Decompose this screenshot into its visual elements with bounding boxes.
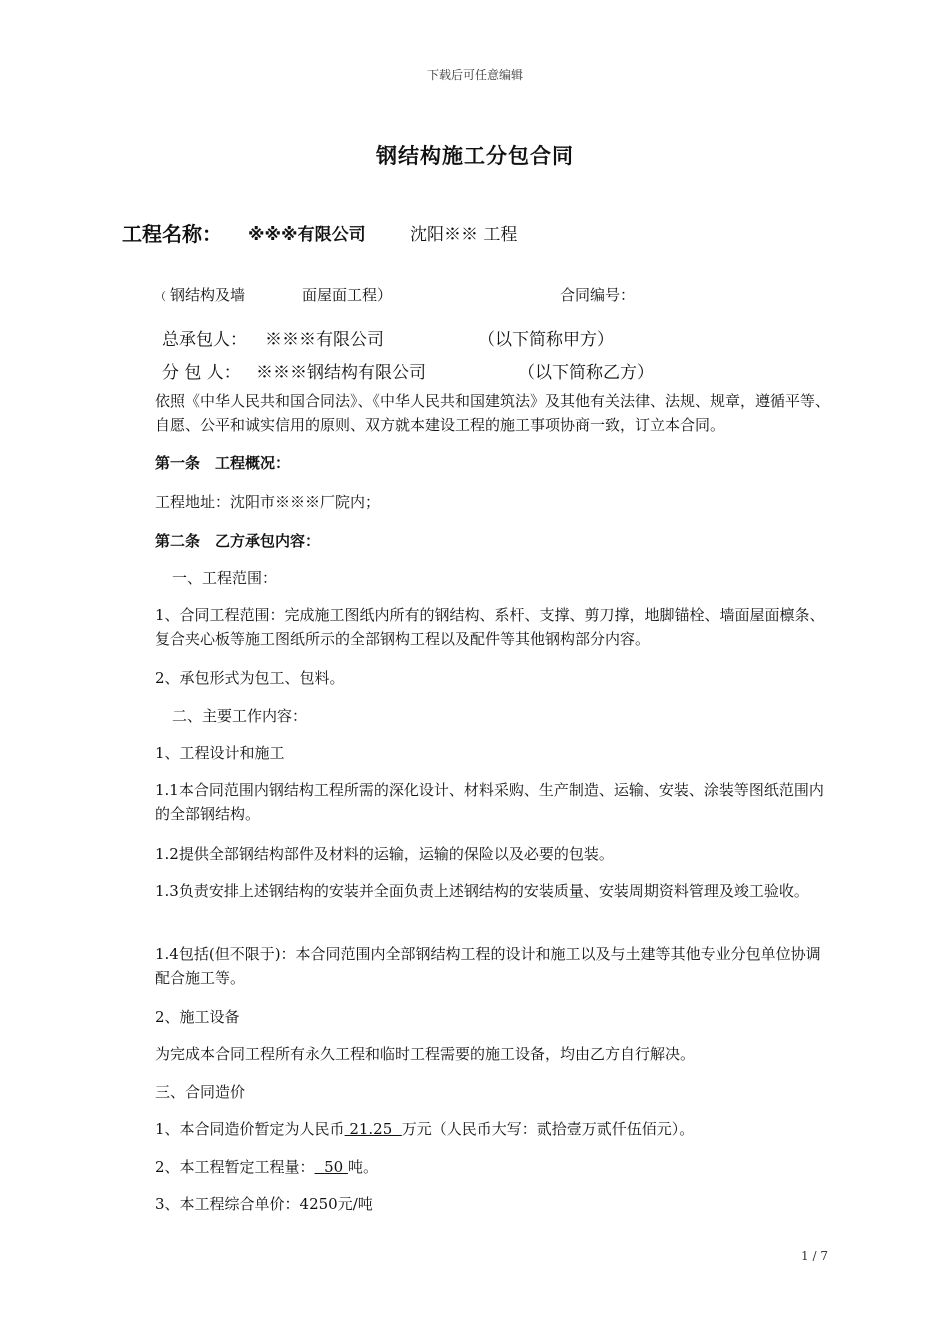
intro-paragraph: 依照《中华人民共和国合同法》、《中华人民共和国建筑法》及其他有关法律、法规、规章，遵循平等、自愿、公平和诚实信用的原则、双方就本建设工程的施工事项协商一致，订立本合同。 <box>155 392 831 434</box>
section1-title: 一、工程范围： <box>172 569 278 587</box>
section2-item1-2: 1.2提供全部钢结构部件及材料的运输，运输的保险以及必要的包装。 <box>155 845 614 863</box>
scope-part1: 钢结构及墙 <box>170 286 246 304</box>
section1-paragraph1: 1、合同工程范围：完成施工图纸内所有的钢结构、系杆、支撑、剪刀撑，地脚锚栓、墙面屋面檩条、复合夹心板等施工图纸所示的全部钢构工程以及配件等其他钢构部分内容。 <box>155 606 825 648</box>
price-line2-amount: 50 <box>314 1158 348 1176</box>
article2-title: 第二条 乙方承包内容： <box>155 532 321 550</box>
price-line2-suffix: 吨。 <box>347 1158 378 1176</box>
price-line3: 3、本工程综合单价：4250元/吨 <box>155 1195 373 1213</box>
section2-item1-4: 1.4包括(但不限于)：本合同范围内全部钢结构工程的设计和施工以及与土建等其他专业分包单位协调配合施工等。 <box>155 945 821 987</box>
section2-item1-3: 1.3负责安排上述钢结构的安装并全面负责上述钢结构的安装质量、安装周期资料管理及竣工验收。 <box>155 882 809 900</box>
section1-paragraph2: 2、承包形式为包工、包料。 <box>155 669 345 687</box>
section2-title: 二、主要工作内容： <box>172 707 308 725</box>
project-name-label: 工程名称： <box>122 222 222 246</box>
section2-item1-1: 1.1本合同范围内钢结构工程所需的深化设计、材料采购、生产制造、运输、安装、涂装等图纸范围内的全部钢结构。 <box>155 781 824 823</box>
section2-item1: 1、工程设计和施工 <box>155 744 285 762</box>
scope-paren-open: （ <box>155 290 166 303</box>
page-number: 1 / 7 <box>801 1249 828 1263</box>
section3-title: 三、合同造价 <box>155 1083 246 1101</box>
section2-item2: 2、施工设备 <box>155 1008 240 1026</box>
general-contractor-name: ※※※有限公司 <box>265 330 384 350</box>
article1-title: 第一条 工程概况： <box>155 454 291 472</box>
price-line1 <box>155 1117 835 1141</box>
scope-part2: 面屋面工程） <box>302 286 393 304</box>
contract-number-label: 合同编号： <box>560 286 636 304</box>
general-contractor-alias: （以下简称甲方） <box>478 330 614 350</box>
project-name: 沈阳※※ 工程 <box>410 225 518 245</box>
project-company: ※※※有限公司 <box>248 225 366 245</box>
price-line1-amount: 21.25 <box>344 1120 402 1138</box>
subcontractor-name: ※※※钢结构有限公司 <box>256 363 426 383</box>
document-title: 钢结构施工分包合同 <box>376 144 574 168</box>
price-line1-suffix: 万元（人民币大写：贰拾壹万贰仟伍佰元）。 <box>401 1120 695 1138</box>
price-line1-prefix: 1、本合同造价暂定为人民币 <box>155 1120 345 1138</box>
header-note: 下载后可任意编辑 <box>426 68 523 82</box>
article1-address: 工程地址：沈阳市※※※厂院内； <box>155 493 381 511</box>
subcontractor-alias: （以下简称乙方） <box>518 363 654 383</box>
price-line2 <box>155 1155 835 1179</box>
section2-item2-text: 为完成本合同工程所有永久工程和临时工程需要的施工设备，均由乙方自行解决。 <box>155 1045 696 1063</box>
general-contractor-label: 总承包人： <box>162 330 247 350</box>
price-line2-prefix: 2、本工程暂定工程量： <box>155 1158 315 1176</box>
subcontractor-label: 分 包 人： <box>162 363 241 383</box>
